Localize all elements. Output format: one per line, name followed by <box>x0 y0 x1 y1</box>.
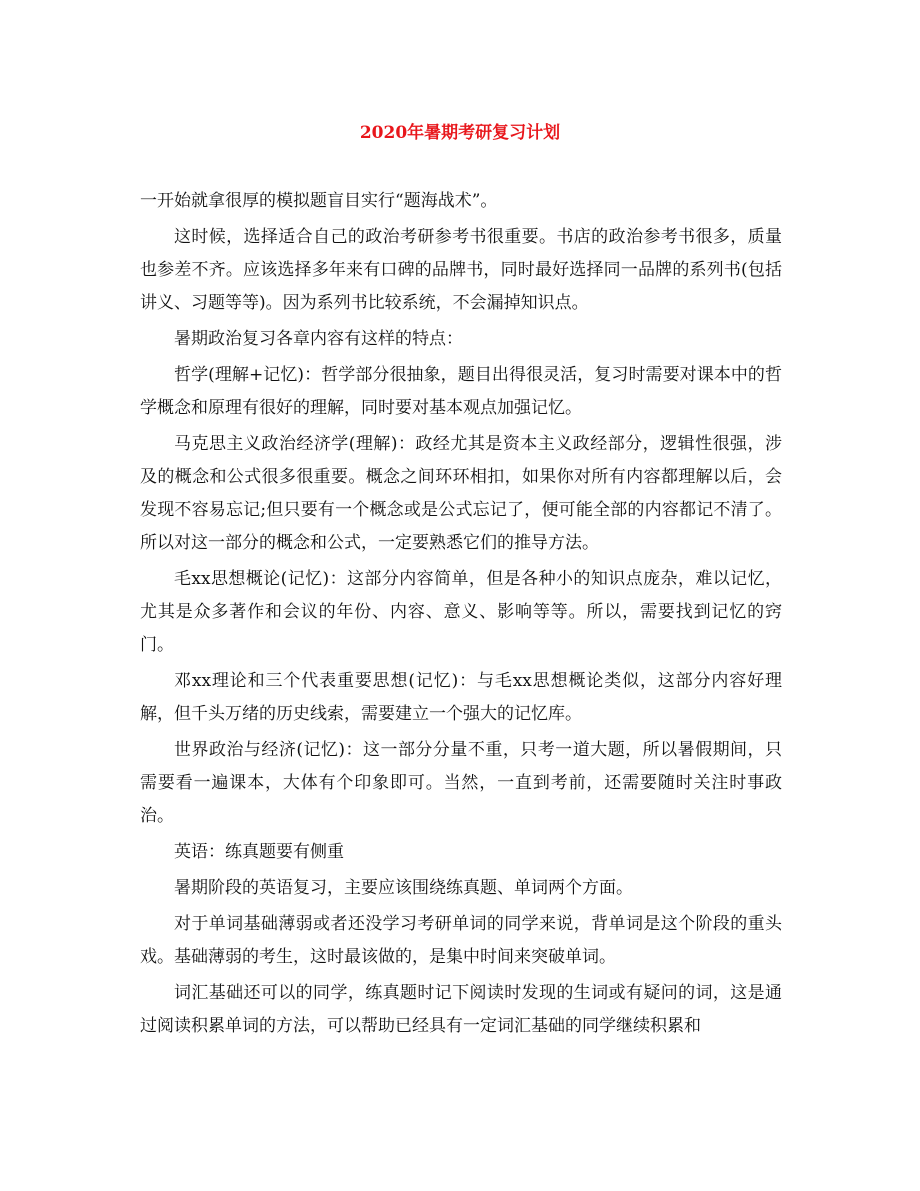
paragraph-11: 对于单词基础薄弱或者还没学习考研单词的同学来说，背单词是这个阶段的重头戏。基础薄弱的考生，这时最该做的，是集中时间来突破单词。 <box>140 914 782 967</box>
paragraph-1: 一开始就拿很厚的模拟题盲目实行“题海战术”。 <box>140 191 498 211</box>
document-body <box>140 185 782 1046</box>
paragraph-3: 暑期政治复习各章内容有这样的特点： <box>174 329 463 349</box>
paragraph-4: 哲学(理解+记忆)：哲学部分很抽象，题目出得很灵活，复习时需要对课本中的哲学概念和原理有很好的理解，同时要对基本观点加强记忆。 <box>140 365 782 418</box>
paragraph-2: 这时候，选择适合自己的政治考研参考书很重要。书店的政治参考书很多，质量也参差不齐。应该选择多年来有口碑的品牌书，同时最好选择同一品牌的系列书(包括讲义、习题等等)。因为系列书比较系统，不会漏掉知识点。 <box>140 227 782 313</box>
paragraph-8: 世界政治与经济(记忆)：这一部分分量不重，只考一道大题，所以暑假期间，只需要看一遍课本，大体有个印象即可。当然，一直到考前，还需要随时关注时事政治。 <box>140 740 782 826</box>
document-title: 2020年暑期考研复习计划 <box>359 123 561 143</box>
paragraph-7: 邓xx理论和三个代表重要思想(记忆)：与毛xx思想概论类似，这部分内容好理解，但千头万绪的历史线索，需要建立一个强大的记忆库。 <box>140 671 782 724</box>
paragraph-12: 词汇基础还可以的同学，练真题时记下阅读时发现的生词或有疑问的词，这是通过阅读积累单词的方法，可以帮助已经具有一定词汇基础的同学继续积累和 <box>140 983 782 1036</box>
paragraph-10: 暑期阶段的英语复习，主要应该围绕练真题、单词两个方面。 <box>174 878 633 898</box>
paragraph-6: 毛xx思想概论(记忆)：这部分内容简单，但是各种小的知识点庞杂，难以记忆，尤其是众多著作和会议的年份、内容、意义、影响等等。所以，需要找到记忆的窍门。 <box>140 569 782 655</box>
paragraph-9-heading: 英语：练真题要有侧重 <box>174 842 344 862</box>
paragraph-5: 马克思主义政治经济学(理解)：政经尤其是资本主义政经部分，逻辑性很强，涉及的概念和公式很多很重要。概念之间环环相扣，如果你对所有内容都理解以后，会发现不容易忘记;但只要有一个概念或是公式忘记了，便可能全部的内容都记不清了。所以对这一部分的概念和公式，一定要熟悉它们的推导方法。 <box>140 434 782 553</box>
